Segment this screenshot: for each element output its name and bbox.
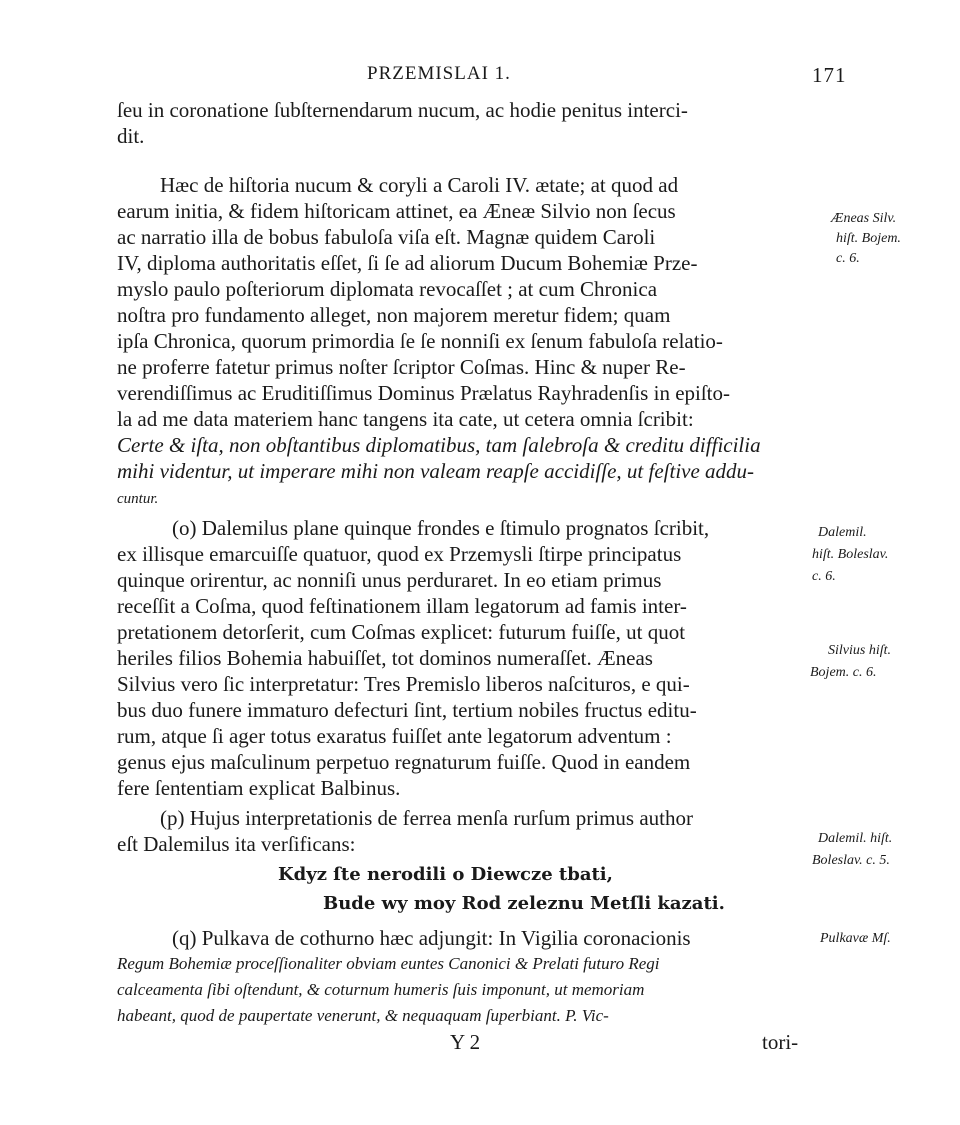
- text-line: la ad me data materiem hanc tangens ita cate, ut cetera omnia ſcribit:: [117, 407, 694, 431]
- footnote-line: eſt Dalemilus ita verſificans:: [117, 832, 356, 856]
- footnote-line: receſſit a Coſma, quod feſtinationem illam legatorum ad famis inter-: [117, 594, 687, 618]
- running-head: PRZEMISLAI 1.: [367, 63, 511, 84]
- text-line: ſeu in coronatione ſubſternendarum nucum, ac hodie penitus interci-: [117, 98, 688, 122]
- text-line: noſtra pro fundamento alleget, non majorem meretur fidem; quam: [117, 303, 671, 327]
- margin-note: Silvius hiſt.: [828, 643, 891, 658]
- footnote-line: heriles filios Bohemia habuiſſet, tot dominos numeraſſet. Æneas: [117, 646, 653, 670]
- margin-note: hiſt. Boleslav.: [812, 547, 889, 562]
- margin-note: Boleslav. c. 5.: [812, 853, 890, 868]
- quote-line: mihi videntur, ut imperare mihi non valeam reapſe accidiſſe, ut feſtive addu-: [117, 459, 755, 483]
- quote-line: Regum Bohemiæ proceſſionaliter obviam euntes Canonici & Prelati futuro Regi: [117, 954, 660, 973]
- margin-note: Dalemil.: [818, 525, 867, 540]
- text-line: ne proferre fatetur primus noſter ſcriptor Coſmas. Hinc & nuper Re-: [117, 355, 686, 379]
- footnote-line: fere ſententiam explicat Balbinus.: [117, 776, 401, 800]
- footnote-line: pretationem detorſerit, cum Coſmas explicet: futurum fuiſſe, ut quot: [117, 620, 686, 644]
- footnote-line: Silvius vero ſic interpretatur: Tres Premislo liberos naſcituros, e qui-: [117, 672, 690, 696]
- text-line: earum initia, & fidem hiſtoricam attinet, ea Æneæ Silvio non ſecus: [117, 199, 676, 223]
- margin-note: Æneas Silv.: [831, 211, 897, 226]
- footnote-line: ex illisque emarcuiſſe quatuor, quod ex Przemysli ſtirpe principatus: [117, 542, 682, 566]
- footnote-line: genus ejus maſculinum perpetuo regnaturum fuiſſe. Quod in eandem: [117, 750, 691, 774]
- signature-mark: Y 2: [450, 1030, 481, 1054]
- footnote-line: quinque orirentur, ac nonniſi unus perduraret. In eo etiam primus: [117, 568, 662, 592]
- quote-line: Certe & iſta, non obſtantibus diplomatibus, tam ſalebroſa & creditu difficilia: [117, 433, 761, 457]
- footnote-line: bus duo funere immaturo defecturi ſint, tertium nobiles fructus editu-: [117, 698, 697, 722]
- margin-note: hiſt. Bojem.: [836, 231, 901, 246]
- verse-line: Kdyz ſte nerodili o Diewcze tbati,: [278, 864, 613, 885]
- text-line: verendiſſimus ac Eruditiſſimus Dominus Prælatus Rayhradenſis in epiſto-: [117, 381, 731, 405]
- text-line: ipſa Chronica, quorum primordia ſe ſe nonniſi ex ſenum fabuloſa relatio-: [117, 329, 723, 353]
- verse-line: Bude wy moy Rod zeleznu Metſli kazati.: [323, 893, 725, 914]
- footnote-line: (p) Hujus interpretationis de ferrea menſa rurſum primus author: [160, 806, 693, 830]
- text-line: dit.: [117, 124, 145, 148]
- page-number: 171: [812, 63, 847, 87]
- footnote-line: rum, atque ſi ager totus exaratus fuiſſet ante legatorum adventum :: [117, 724, 672, 748]
- margin-note: c. 6.: [836, 251, 860, 266]
- quote-line: habeant, quod de paupertate venerunt, & nequaquam ſuperbiant. P. Vic-: [117, 1006, 609, 1025]
- margin-note: Pulkavæ Mſ.: [820, 931, 891, 946]
- footnote-line: (o) Dalemilus plane quinque frondes e ſtimulo prognatos ſcribit,: [172, 516, 710, 540]
- margin-note: c. 6.: [812, 569, 836, 584]
- text-line: myslo paulo poſteriorum diplomata revocaſſet ; at cum Chronica: [117, 277, 658, 301]
- footnote-line: (q) Pulkava de cothurno hæc adjungit: In Vigilia coronacionis: [172, 926, 691, 950]
- catchword: tori-: [762, 1030, 799, 1054]
- text-line: ac narratio illa de bobus fabuloſa viſa eſt. Magnæ quidem Caroli: [117, 225, 656, 249]
- quote-line: calceamenta ſibi oſtendunt, & coturnum humeris ſuis imponunt, ut memoriam: [117, 980, 645, 999]
- margin-note: Dalemil. hiſt.: [818, 831, 893, 846]
- margin-note: Bojem. c. 6.: [810, 665, 877, 680]
- text-line: Hæc de hiſtoria nucum & coryli a Caroli IV. ætate; at quod ad: [160, 173, 679, 197]
- quote-line: cuntur.: [117, 491, 159, 507]
- text-line: IV, diploma authoritatis eſſet, ſi ſe ad aliorum Ducum Bohemiæ Prze-: [117, 251, 698, 275]
